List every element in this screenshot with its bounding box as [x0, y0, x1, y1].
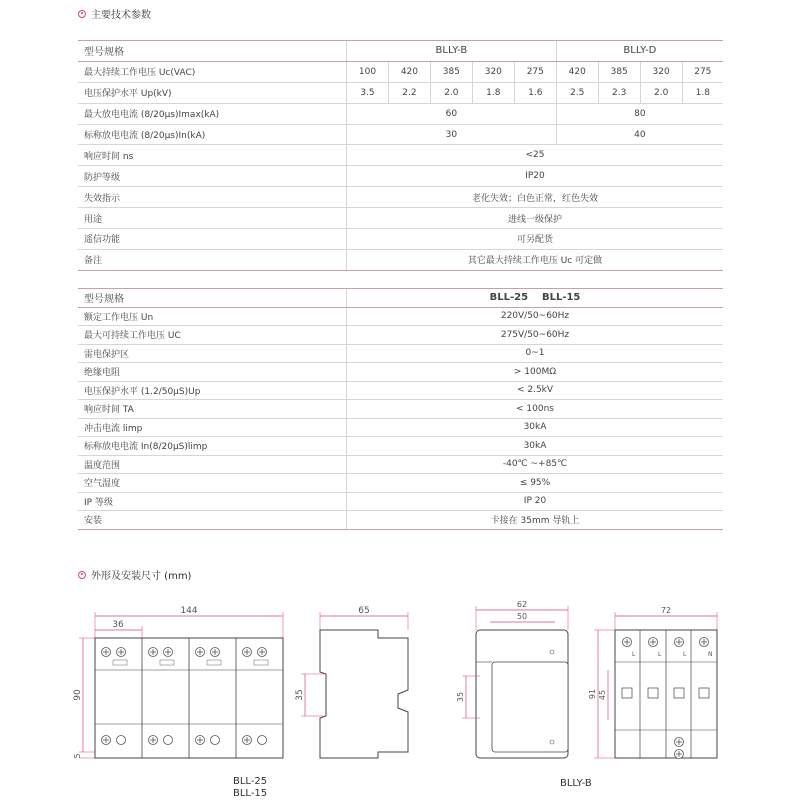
caption-bll — [233, 776, 267, 800]
cell: 2.0 — [640, 82, 682, 103]
cell: 30kA — [347, 418, 724, 437]
cell: 0~1 — [347, 344, 724, 363]
cell: 30 — [347, 124, 557, 145]
dim-inner: 50 — [516, 612, 528, 621]
dim-height: 90 — [73, 689, 83, 701]
caption-line: BLL-15 — [233, 788, 268, 799]
caption-line: BLLY-B — [560, 778, 592, 789]
dim-width: 72 — [660, 606, 672, 615]
cell: 3.5 — [347, 82, 389, 103]
cell: IP20 — [347, 166, 724, 187]
row-label: 失效指示 — [78, 187, 347, 208]
terminal-l-label: L — [632, 651, 636, 658]
section-title-dimensions — [78, 567, 191, 582]
dimension-drawings — [0, 590, 800, 800]
header-group-b: BLLY-B — [347, 41, 557, 62]
section-title-text: 外形及安装尺寸 (mm) — [91, 571, 192, 582]
cell: 1.8 — [682, 82, 723, 103]
dim-depth: 62 — [516, 600, 528, 609]
row-label: 额定工作电压 Un — [78, 307, 347, 326]
cell: 老化失效；白色正常，红色失效 — [347, 187, 724, 208]
row-label: IP 等级 — [78, 492, 347, 511]
front-view-bll — [73, 606, 283, 759]
row-label: 绝缘电阻 — [78, 363, 347, 382]
dim-width: 144 — [180, 606, 198, 616]
dim-height: 91 — [588, 688, 597, 700]
table-row — [78, 363, 723, 382]
cell: -40℃ ~+85℃ — [347, 455, 724, 474]
row-label: 电压保护水平 (1.2/50μS)Up — [78, 381, 347, 400]
dim-bottom: 5 — [73, 753, 82, 759]
row-label: 空气湿度 — [78, 474, 347, 493]
row-label: 雷电保护区 — [78, 344, 347, 363]
spec-table-bll — [78, 288, 723, 530]
terminal-n-label: N — [708, 651, 713, 658]
cell: 320 — [472, 61, 514, 82]
row-label: 标称放电电流 In(8/20μS)limp — [78, 437, 347, 456]
table-row — [78, 145, 723, 166]
header-label: 型号规格 — [78, 289, 347, 308]
table-row — [78, 400, 723, 419]
table-row — [78, 229, 723, 250]
cell: 60 — [347, 103, 557, 124]
table-row — [78, 418, 723, 437]
bullet-icon — [78, 571, 86, 579]
header-label: 型号规格 — [78, 41, 347, 62]
cell: 2.5 — [556, 82, 598, 103]
row-label: 备注 — [78, 249, 347, 270]
cell: 275 — [514, 61, 556, 82]
cell: 40 — [556, 124, 723, 145]
row-label: 遥信功能 — [78, 229, 347, 250]
cell: 385 — [598, 61, 640, 82]
cell: 385 — [430, 61, 472, 82]
row-label: 最大持续工作电压 Uc(VAC) — [78, 61, 347, 82]
table-row — [78, 344, 723, 363]
cell: 1.8 — [472, 82, 514, 103]
table-row — [78, 492, 723, 511]
terminal-l-label: L — [683, 651, 687, 658]
cell: 卡接在 35mm 导轨上 — [347, 511, 724, 530]
cell: 2.2 — [388, 82, 430, 103]
bullet-icon — [78, 10, 86, 18]
table-row — [78, 381, 723, 400]
cell: 其它最大持续工作电压 Uc 可定做 — [347, 249, 724, 270]
row-label: 最大可持续工作电压 UC — [78, 326, 347, 345]
table-row — [78, 511, 723, 530]
cell: 420 — [556, 61, 598, 82]
caption-line: BLL-25 — [233, 776, 268, 787]
cell: 2.3 — [598, 82, 640, 103]
table-row — [78, 455, 723, 474]
table-row — [78, 249, 723, 270]
front-view-blly — [588, 606, 717, 759]
row-label: 标称放电电流 (8/20μs)In(kA) — [78, 124, 347, 145]
cell: 2.0 — [430, 82, 472, 103]
cell: 80 — [556, 103, 723, 124]
table-row — [78, 103, 723, 124]
row-label: 防护等级 — [78, 166, 347, 187]
table-row — [78, 187, 723, 208]
table-header-row — [78, 289, 723, 308]
cell: 可另配货 — [347, 229, 724, 250]
row-label: 温度范围 — [78, 455, 347, 474]
dim-depth: 65 — [358, 606, 370, 616]
dim-pole: 36 — [112, 620, 124, 630]
terminal-l-label: L — [658, 651, 662, 658]
spec-table-blly — [78, 40, 723, 271]
row-label: 最大放电电流 (8/20μs)Imax(kA) — [78, 103, 347, 124]
table-row — [78, 61, 723, 82]
cell: IP 20 — [347, 492, 724, 511]
table-row — [78, 307, 723, 326]
cell: 320 — [640, 61, 682, 82]
section-title-text: 主要技术参数 — [91, 10, 151, 21]
row-label: 响应时间 ns — [78, 145, 347, 166]
side-view-bll — [295, 606, 408, 758]
cell: 1.6 — [514, 82, 556, 103]
section-title-specs — [78, 6, 151, 21]
table-row — [78, 437, 723, 456]
cell: 275V/50~60Hz — [347, 326, 724, 345]
cell: 30kA — [347, 437, 724, 456]
cell: 220V/50~60Hz — [347, 307, 724, 326]
table-row — [78, 474, 723, 493]
row-label: 冲击电流 limp — [78, 418, 347, 437]
table-header-row — [78, 41, 723, 62]
table-row — [78, 166, 723, 187]
row-label: 电压保护水平 Up(kV) — [78, 82, 347, 103]
dim-rail: 35 — [295, 689, 305, 701]
cell: <25 — [347, 145, 724, 166]
cell: ≤ 95% — [347, 474, 724, 493]
row-label: 安装 — [78, 511, 347, 530]
cell: < 100ns — [347, 400, 724, 419]
cell: 420 — [388, 61, 430, 82]
table-row — [78, 82, 723, 103]
cell: < 2.5kV — [347, 381, 724, 400]
header-group-d: BLLY-D — [556, 41, 723, 62]
dim-inner: 45 — [598, 689, 607, 701]
table-row — [78, 208, 723, 229]
cell: 100 — [347, 61, 389, 82]
row-label: 用途 — [78, 208, 347, 229]
header-models: BLL-25 BLL-15 — [347, 289, 724, 308]
table-row — [78, 326, 723, 345]
cell: 275 — [682, 61, 723, 82]
side-view-blly — [456, 600, 568, 758]
row-label: 响应时间 TA — [78, 400, 347, 419]
cell: > 100MΩ — [347, 363, 724, 382]
dim-rail: 35 — [456, 691, 465, 703]
cell: 进线一级保护 — [347, 208, 724, 229]
table-row — [78, 124, 723, 145]
caption-blly — [560, 778, 592, 790]
